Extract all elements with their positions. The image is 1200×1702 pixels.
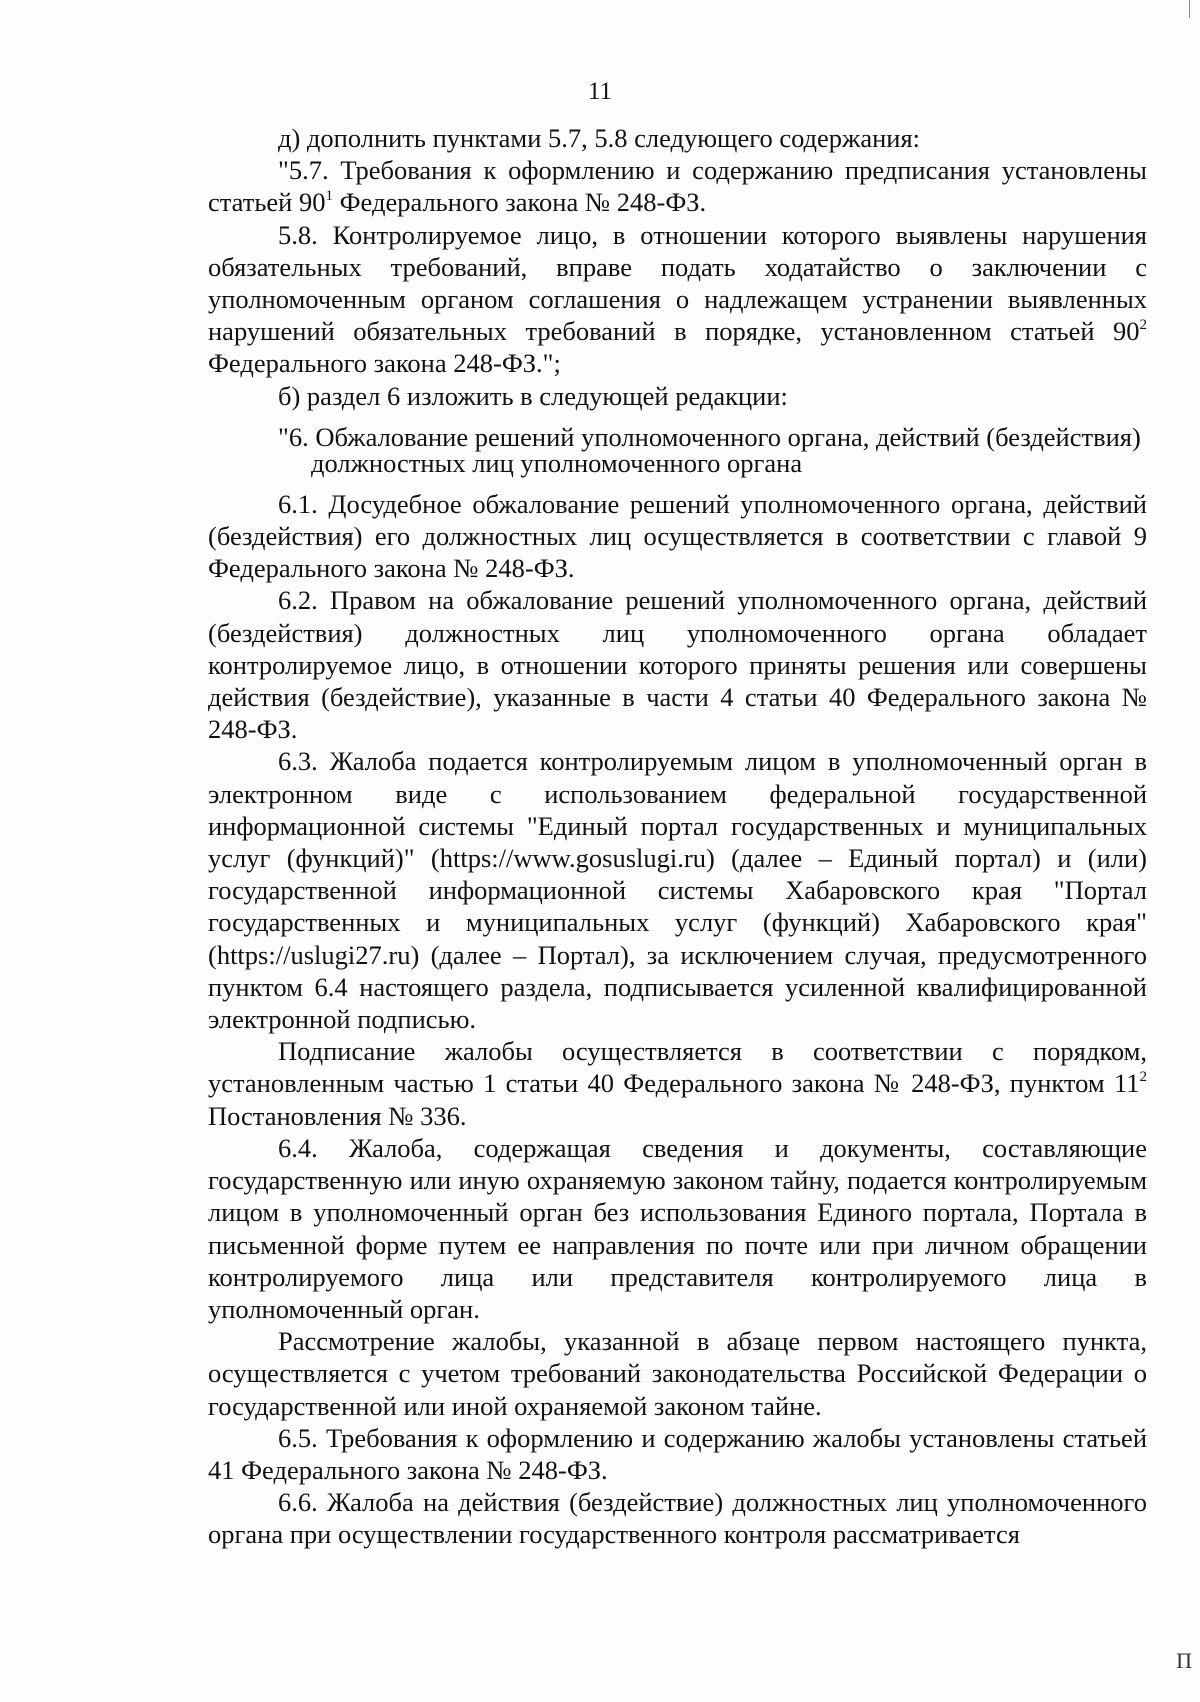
paragraph-signing-text-end: Постановления № 336. <box>208 1100 467 1131</box>
paragraph-5-8 <box>208 219 1147 380</box>
paragraph-consideration: Рассмотрение жалобы, указанной в абзаце первом настоящего пункта, осуществляется с учетом требований законодательства Российской Федерации о государственной или иной охраняемой законом тайне. <box>208 1326 1147 1421</box>
scan-corner-mark <box>1189 0 1190 18</box>
paragraph-signing-text: Подписание жалобы осуществляется в соответствии с порядком, установленным частью 1 статьи 40 Федерального закона № 248-ФЗ, пунктом 11 <box>208 1036 1147 1099</box>
paragraph-6-3: 6.3. Жалоба подается контролируемым лицом в уполномоченный орган в электронном виде с использованием федеральной государственной информационной системы "Единый портал государственных и муниципальных услуг (функций)" (https://www.gosuslugi.ru) (далее – Единый портал) и (или) государственной информационной системы Хабаровского края "Портал государственных и муниципальных услуг (функций) Хабаровского края" (https://uslugi27.ru) (далее – Портал), за исключением случая, предусмотренного пунктом 6.4 настоящего раздела, подписывается усиленной квалифицированной электронной подписью. <box>208 746 1147 1035</box>
document-body <box>208 122 1147 1551</box>
page-number: 11 <box>587 78 613 105</box>
paragraph-amendment-b: б) раздел 6 изложить в следующей редакции: <box>278 380 788 411</box>
paragraph-6-1: 6.1. Досудебное обжалование решений уполномоченного органа, действий (бездействия) его должностных лиц осуществляется в соответствии с главой 9 Федерального закона № 248-ФЗ. <box>208 488 1147 584</box>
paragraph-6-6: 6.6. Жалоба на действия (бездействие) должностных лиц уполномоченного органа при осуществлении государственного контроля рассматривается <box>208 1487 1147 1550</box>
paragraph-5-7-text: "5.7. Требования к оформлению и содержанию предписания установлены статьей 90 <box>208 155 1147 218</box>
superscript-point-11-2: 2 <box>1139 1069 1147 1086</box>
superscript-article-90-1: 1 <box>325 188 333 205</box>
paragraph-amendment-d: д) дополнить пунктами 5.7, 5.8 следующего содержания: <box>278 123 921 153</box>
paragraph-6-4: 6.4. Жалоба, содержащая сведения и документы, составляющие государственную или иную охраняемую законом тайну, подается контролируемым лицом в уполномоченный орган без использования Единого портала, Портала в письменной форме путем ее направления по почте или при личном обращении контролируемого лица или представителя контролируемого лица в уполномоченный орган. <box>208 1132 1147 1324</box>
section-6-heading-line-2: должностных лиц уполномоченного органа <box>311 447 803 478</box>
paragraph-6-2: 6.2. Правом на обжалование решений уполномоченного органа, действий (бездействия) должностных лиц уполномоченного органа обладает контролируемое лицо, в отношении которого приняты решения или совершены действия (бездействие), указанные в части 4 статьи 40 Федерального закона № 248-ФЗ. <box>208 585 1147 745</box>
paragraph-5-8-text: 5.8. Контролируемое лицо, в отношении которого выявлены нарушения обязательных требований, вправе подать ходатайство о заключении с уполномоченным органом соглашения о надлежащем устранении выявленных нарушений обязательных требований в порядке, установленном статьей 90 <box>208 219 1147 347</box>
paragraph-5-7-text-end: Федерального закона № 248-ФЗ. <box>332 187 707 218</box>
paragraph-signing <box>208 1035 1147 1132</box>
paragraph-5-8-text-end: Федерального закона 248-ФЗ."; <box>208 348 561 379</box>
superscript-article-90-2: 2 <box>1139 317 1147 334</box>
paragraph-5-7 <box>208 154 1147 218</box>
edge-mark: П <box>1176 1648 1192 1673</box>
section-6-heading <box>208 421 1147 478</box>
section-6-heading-line-1: "6. Обжалование решений уполномоченного органа, действий (бездействия) <box>278 421 1141 452</box>
paragraph-6-5: 6.5. Требования к оформлению и содержанию жалобы установлены статьей 41 Федерального закона № 248-ФЗ. <box>208 1422 1147 1485</box>
